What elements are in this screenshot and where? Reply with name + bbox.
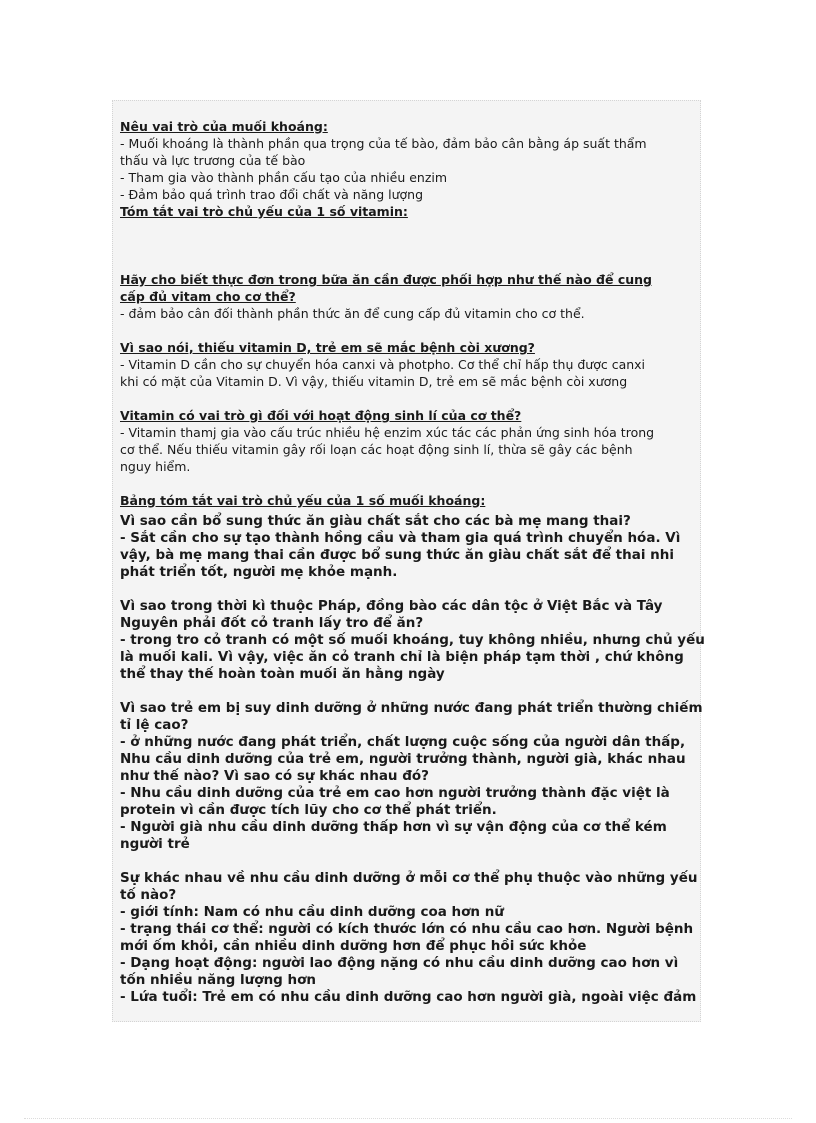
question-needs-cont: như thế nào? Vì sao có sự khác nhau đó?	[120, 768, 430, 784]
heading-vitamin-menu: Hãy cho biết thực đơn trong bữa ăn cần được phối hợp như thế nào để cung	[120, 272, 652, 287]
answer-line: - trạng thái cơ thể: người có kích thước lớn có nhu cầu cao hơn. Người bệnh	[120, 921, 694, 937]
answer-line: - Sắt cần cho sự tạo thành hồng cầu và tham gia quá trình chuyển hóa. Vì	[120, 530, 681, 546]
answer-line: - Người già nhu cầu dinh dưỡng thấp hơn vì sự vận động của cơ thể kém	[120, 819, 667, 835]
answer-line: - ở những nước đang phát triển, chất lượng cuộc sống của người dân thấp,	[120, 734, 686, 750]
document-body	[120, 118, 705, 1006]
answer-line: - Dạng hoạt động: người lao động nặng có nhu cầu dinh dưỡng cao hơn vì	[120, 955, 679, 971]
answer-line: người trẻ	[120, 836, 190, 852]
answer-line: - Nhu cầu dinh dưỡng của trẻ em cao hơn người trưởng thành đặc việt là	[120, 785, 670, 801]
text-line: - Đảm bảo quá trình trao đổi chất và năng lượng	[120, 187, 424, 202]
text-line: nguy hiểm.	[120, 459, 191, 474]
text-line: - đảm bảo cân đối thành phần thức ăn để cung cấp đủ vitamin cho cơ thể.	[120, 306, 585, 321]
answer-line: phát triển tốt, người mẹ khỏe mạnh.	[120, 564, 398, 580]
question-iron: Vì sao cần bổ sung thức ăn giàu chất sắt cho các bà mẹ mang thai?	[120, 513, 631, 529]
answer-line: mới ốm khỏi, cần nhiều dinh dưỡng hơn để phục hồi sức khỏe	[120, 938, 587, 954]
answer-line: tốn nhiều năng lượng hơn	[120, 972, 317, 988]
question-grass-ash: Vì sao trong thời kì thuộc Pháp, đồng bào các dân tộc ở Việt Bắc và Tây	[120, 598, 663, 614]
answer-line: - giới tính: Nam có nhu cầu dinh dưỡng coa hơn nữ	[120, 904, 504, 920]
section-bold	[120, 513, 705, 1006]
question-grass-ash-cont: Nguyên phải đốt cỏ tranh lấy tro để ăn?	[120, 615, 424, 631]
text-line: - Vitamin D cần cho sự chuyển hóa canxi và photpho. Cơ thể chỉ hấp thụ được canxi	[120, 357, 646, 372]
section-basic	[120, 118, 695, 509]
answer-line: vậy, bà mẹ mang thai cần được bổ sung thức ăn giàu chất sắt để thai nhi	[120, 547, 675, 563]
heading-vitamin-summary: Tóm tắt vai trò chủ yếu của 1 số vitamin:	[120, 204, 408, 219]
heading-vitamin-d: Vì sao nói, thiếu vitamin D, trẻ em sẽ mắc bệnh còi xương?	[120, 340, 535, 355]
heading-mineral-role: Nêu vai trò của muối khoáng:	[120, 119, 328, 134]
answer-line: thể thay thế hoàn toàn muối ăn hằng ngày	[120, 666, 445, 682]
heading-vitamin-menu-cont: cấp đủ vitam cho cơ thể?	[120, 289, 296, 304]
question-factors-cont: tố nào?	[120, 887, 177, 903]
heading-mineral-table: Bảng tóm tắt vai trò chủ yếu của 1 số muối khoáng:	[120, 493, 486, 508]
page-bottom-border	[24, 1118, 792, 1119]
question-needs: Nhu cầu dinh dưỡng của trẻ em, người trưởng thành, người già, khác nhau	[120, 751, 686, 767]
text-line: - Vitamin thamj gia vào cấu trúc nhiều hệ enzim xúc tác các phản ứng sinh hóa trong	[120, 425, 655, 440]
answer-line: - Lứa tuổi: Trẻ em có nhu cầu dinh dưỡng cao hơn người già, ngoài việc đảm	[120, 989, 697, 1005]
text-line: - Tham gia vào thành phần cấu tạo của nhiều enzim	[120, 170, 448, 185]
text-line: thấu và lực trương của tế bào	[120, 153, 306, 168]
answer-line: là muối kali. Vì vậy, việc ăn cỏ tranh chỉ là biện pháp tạm thời , chứ không	[120, 649, 684, 665]
question-factors: Sự khác nhau về nhu cầu dinh dưỡng ở mỗi cơ thể phụ thuộc vào những yếu	[120, 870, 698, 886]
answer-line: protein vì cần được tích lũy cho cơ thể phát triển.	[120, 802, 497, 818]
answer-line: - trong tro cỏ tranh có một số muối khoáng, tuy không nhiều, nhưng chủ yếu	[120, 632, 705, 648]
question-malnutrition-cont: tỉ lệ cao?	[120, 717, 189, 733]
heading-vitamin-physiology: Vitamin có vai trò gì đối với hoạt động sinh lí của cơ thể?	[120, 408, 522, 423]
text-line: - Muối khoáng là thành phần qua trọng của tế bào, đảm bảo cân bằng áp suất thẩm	[120, 136, 647, 151]
text-line: cơ thể. Nếu thiếu vitamin gây rối loạn các hoạt động sinh lí, thừa sẽ gây các bệnh	[120, 442, 633, 457]
text-line: khi có mặt của Vitamin D. Vì vậy, thiếu vitamin D, trẻ em sẽ mắc bệnh còi xương	[120, 374, 628, 389]
question-malnutrition: Vì sao trẻ em bị suy dinh dưỡng ở những nước đang phát triển thường chiếm	[120, 700, 703, 716]
